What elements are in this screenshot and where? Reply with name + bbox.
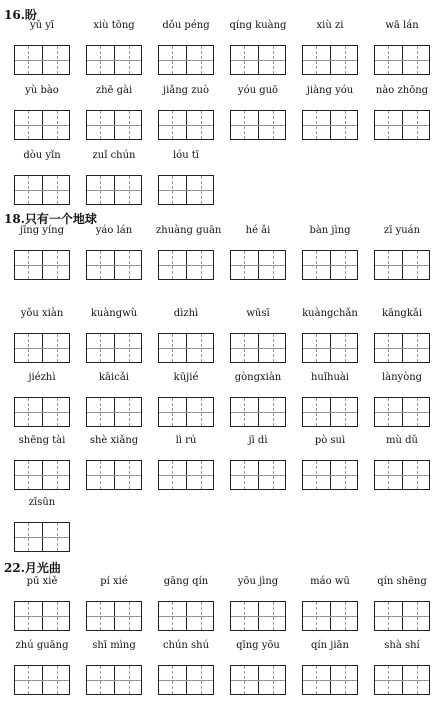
tianzige-writing-box[interactable]	[158, 397, 214, 427]
tianzige-writing-box[interactable]	[374, 250, 430, 280]
guide-line	[231, 616, 285, 617]
tianzige-writing-box[interactable]	[158, 110, 214, 140]
guide-line	[159, 265, 213, 266]
guide-line	[159, 125, 213, 126]
guide-line	[231, 412, 285, 413]
pinyin-label: kāicǎi	[99, 372, 129, 383]
pinyin-label: hé ǎi	[245, 225, 271, 236]
pinyin-label: jīng yíng	[19, 225, 64, 236]
guide-line	[303, 125, 357, 126]
pinyin-label: wā lán	[385, 20, 419, 31]
pinyin-label: máo wū	[310, 576, 350, 587]
tianzige-writing-box[interactable]	[14, 397, 70, 427]
guide-line	[87, 60, 141, 61]
tianzige-writing-box[interactable]	[230, 601, 286, 631]
tianzige-writing-box[interactable]	[158, 460, 214, 490]
tianzige-writing-box[interactable]	[14, 460, 70, 490]
tianzige-writing-box[interactable]	[86, 45, 142, 75]
tianzige-writing-box[interactable]	[302, 601, 358, 631]
tianzige-writing-box[interactable]	[374, 665, 430, 695]
guide-line	[87, 348, 141, 349]
tianzige-writing-box[interactable]	[374, 333, 430, 363]
tianzige-writing-box[interactable]	[158, 175, 214, 205]
pinyin-label: pò suì	[314, 435, 346, 446]
guide-line	[375, 125, 429, 126]
pinyin-label: zī yuán	[383, 225, 421, 236]
guide-line	[303, 265, 357, 266]
pinyin-label: zhú guāng	[15, 640, 69, 651]
pinyin-label: bàn jìng	[309, 225, 351, 236]
guide-line	[303, 348, 357, 349]
tianzige-writing-box[interactable]	[302, 110, 358, 140]
pinyin-label: mù dǔ	[386, 435, 418, 446]
guide-line	[375, 265, 429, 266]
guide-line	[375, 348, 429, 349]
tianzige-writing-box[interactable]	[374, 460, 430, 490]
pinyin-label: dǒu péng	[162, 20, 210, 31]
guide-line	[87, 616, 141, 617]
guide-line	[231, 680, 285, 681]
guide-line	[87, 475, 141, 476]
guide-line	[303, 680, 357, 681]
guide-line	[159, 60, 213, 61]
guide-line	[15, 475, 69, 476]
lesson-title: 22.月光曲	[4, 561, 61, 575]
tianzige-writing-box[interactable]	[86, 397, 142, 427]
pinyin-label: qín shēng	[377, 576, 427, 587]
guide-line	[159, 190, 213, 191]
pinyin-label: kuàngchǎn	[302, 308, 358, 319]
pinyin-label: huǐhuài	[310, 372, 350, 383]
pinyin-label: yǔ yī	[29, 20, 55, 31]
pinyin-label: yǒu xiàn	[20, 308, 64, 319]
pinyin-label: qīng yōu	[236, 640, 280, 651]
tianzige-writing-box[interactable]	[230, 665, 286, 695]
guide-line	[375, 412, 429, 413]
tianzige-writing-box[interactable]	[374, 397, 430, 427]
pinyin-label: pí xié	[100, 576, 128, 587]
pinyin-label: gāng qín	[163, 576, 209, 587]
tianzige-writing-box[interactable]	[14, 45, 70, 75]
pinyin-label: lì rú	[175, 435, 197, 446]
pinyin-label: yóu guō	[237, 85, 279, 96]
tianzige-writing-box[interactable]	[230, 250, 286, 280]
tianzige-writing-box[interactable]	[158, 665, 214, 695]
tianzige-writing-box[interactable]	[158, 45, 214, 75]
pinyin-label: shēng tài	[18, 435, 66, 446]
guide-line	[231, 475, 285, 476]
tianzige-writing-box[interactable]	[302, 45, 358, 75]
guide-line	[15, 537, 69, 538]
tianzige-writing-box[interactable]	[86, 250, 142, 280]
lesson-title: 18.只有一个地球	[4, 212, 97, 226]
pinyin-label: qín jiān	[311, 640, 349, 651]
tianzige-writing-box[interactable]	[302, 333, 358, 363]
pinyin-label: gòngxiàn	[234, 372, 282, 383]
guide-line	[15, 125, 69, 126]
tianzige-writing-box[interactable]	[158, 333, 214, 363]
tianzige-writing-box[interactable]	[86, 175, 142, 205]
pinyin-label: shè xiǎng	[89, 435, 139, 446]
pinyin-label: yōu jìng	[237, 576, 279, 587]
guide-line	[87, 125, 141, 126]
pinyin-label: dìzhì	[173, 308, 199, 319]
guide-line	[231, 265, 285, 266]
tianzige-writing-box[interactable]	[14, 601, 70, 631]
guide-line	[303, 616, 357, 617]
tianzige-writing-box[interactable]	[374, 45, 430, 75]
pinyin-label: pū xiě	[26, 576, 58, 587]
lesson-title: 16.盼	[4, 8, 37, 22]
pinyin-label: jiézhì	[28, 372, 56, 383]
guide-line	[375, 680, 429, 681]
guide-line	[231, 348, 285, 349]
pinyin-label: dòu yǐn	[23, 150, 61, 161]
pinyin-label: wūsī	[246, 308, 270, 319]
guide-line	[303, 475, 357, 476]
guide-line	[15, 265, 69, 266]
guide-line	[159, 680, 213, 681]
pinyin-label: zhē gài	[95, 85, 133, 96]
pinyin-label: kuàngwù	[90, 308, 138, 319]
tianzige-writing-box[interactable]	[374, 110, 430, 140]
guide-line	[159, 475, 213, 476]
tianzige-writing-box[interactable]	[86, 333, 142, 363]
guide-line	[375, 616, 429, 617]
guide-line	[15, 348, 69, 349]
tianzige-writing-box[interactable]	[158, 601, 214, 631]
tianzige-writing-box[interactable]	[86, 110, 142, 140]
tianzige-writing-box[interactable]	[86, 460, 142, 490]
pinyin-label: shà shí	[384, 640, 420, 651]
pinyin-label: zīsūn	[28, 497, 56, 508]
guide-line	[15, 60, 69, 61]
guide-line	[303, 60, 357, 61]
pinyin-label: lóu tī	[172, 150, 200, 161]
guide-line	[159, 348, 213, 349]
tianzige-writing-box[interactable]	[14, 333, 70, 363]
tianzige-writing-box[interactable]	[14, 522, 70, 552]
pinyin-label: lànyòng	[381, 372, 423, 383]
tianzige-writing-box[interactable]	[86, 601, 142, 631]
pinyin-label: nào zhōng	[375, 85, 429, 96]
pinyin-label: yáo lán	[95, 225, 133, 236]
pinyin-label: jiǎng zuò	[162, 85, 209, 96]
guide-line	[15, 190, 69, 191]
tianzige-writing-box[interactable]	[374, 601, 430, 631]
tianzige-writing-box[interactable]	[14, 175, 70, 205]
tianzige-writing-box[interactable]	[230, 333, 286, 363]
guide-line	[375, 475, 429, 476]
tianzige-writing-box[interactable]	[86, 665, 142, 695]
pinyin-label: yù bào	[25, 85, 59, 96]
guide-line	[15, 680, 69, 681]
tianzige-writing-box[interactable]	[14, 250, 70, 280]
pinyin-label: jiàng yóu	[306, 85, 354, 96]
tianzige-writing-box[interactable]	[302, 460, 358, 490]
guide-line	[15, 412, 69, 413]
guide-line	[87, 190, 141, 191]
guide-line	[303, 412, 357, 413]
guide-line	[15, 616, 69, 617]
guide-line	[231, 125, 285, 126]
pinyin-label: shī mìng	[92, 640, 136, 651]
guide-line	[375, 60, 429, 61]
tianzige-writing-box[interactable]	[158, 250, 214, 280]
tianzige-writing-box[interactable]	[14, 110, 70, 140]
pinyin-label: xiù tōng	[93, 20, 135, 31]
guide-line	[87, 265, 141, 266]
tianzige-writing-box[interactable]	[302, 397, 358, 427]
pinyin-label: qíng kuàng	[229, 20, 287, 31]
pinyin-label: jī dì	[248, 435, 268, 446]
pinyin-label: zuǐ chún	[92, 150, 136, 161]
tianzige-writing-box[interactable]	[14, 665, 70, 695]
pinyin-label: xiù zi	[316, 20, 344, 31]
pinyin-label: chún shú	[162, 640, 210, 651]
guide-line	[159, 616, 213, 617]
tianzige-writing-box[interactable]	[230, 460, 286, 490]
guide-line	[159, 412, 213, 413]
pinyin-label: zhuàng guān	[156, 225, 222, 236]
guide-line	[87, 680, 141, 681]
tianzige-writing-box[interactable]	[230, 397, 286, 427]
guide-line	[87, 412, 141, 413]
pinyin-label: kūjié	[173, 372, 199, 383]
tianzige-writing-box[interactable]	[230, 45, 286, 75]
guide-line	[231, 60, 285, 61]
tianzige-writing-box[interactable]	[230, 110, 286, 140]
tianzige-writing-box[interactable]	[302, 665, 358, 695]
tianzige-writing-box[interactable]	[302, 250, 358, 280]
pinyin-label: kāngkǎi	[381, 308, 423, 319]
